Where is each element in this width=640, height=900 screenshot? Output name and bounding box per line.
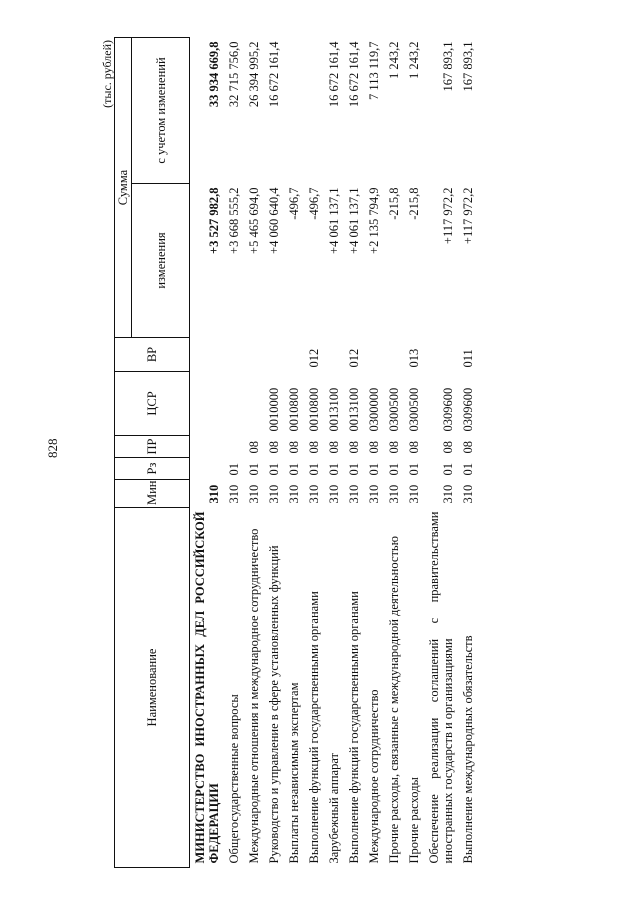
rotated-page-content (98, 38, 604, 868)
row-rz: 01 (307, 463, 321, 476)
row-csr: 0309600 (461, 387, 475, 432)
row-vr (424, 338, 458, 372)
row-csr: 0010800 (307, 387, 321, 432)
row-rz: 01 (247, 463, 261, 476)
table-row (384, 38, 404, 868)
row-change: +4 060 640,4 (267, 187, 281, 254)
row-change: +5 465 694,0 (247, 187, 261, 254)
row-vr (364, 338, 384, 372)
row-vr: 012 (347, 348, 361, 368)
row-total (284, 38, 304, 184)
row-min: 310 (267, 484, 281, 504)
row-rz: 01 (461, 463, 475, 476)
row-name: Международное сотрудничество (367, 689, 381, 864)
table-row (284, 38, 304, 868)
row-name: Руководство и управление в сфере установленных функций (267, 545, 281, 864)
row-rz: 01 (367, 463, 381, 476)
row-pr: 08 (307, 441, 321, 454)
row-change: +3 527 982,8 (207, 187, 221, 254)
row-vr (384, 338, 404, 372)
row-total: 16 672 161,4 (267, 41, 281, 108)
row-vr (190, 338, 225, 372)
row-pr: 08 (367, 441, 381, 454)
row-csr (224, 372, 244, 436)
row-total: 167 893,1 (441, 41, 455, 92)
row-vr (224, 338, 244, 372)
row-change: +2 135 794,9 (367, 187, 381, 254)
row-rz: 01 (347, 463, 361, 476)
row-rz: 01 (327, 463, 341, 476)
row-csr: 0013100 (327, 387, 341, 432)
row-name: Выполнение функций государственными органами (307, 591, 321, 864)
row-total (304, 38, 324, 184)
row-vr: 011 (461, 349, 475, 368)
table-row (244, 38, 264, 868)
row-csr: 0309600 (441, 387, 455, 432)
row-total: 1 243,2 (387, 41, 401, 79)
row-pr: 08 (267, 441, 281, 454)
row-total: 26 394 995,2 (247, 41, 261, 108)
row-csr (244, 372, 264, 436)
row-total: 33 934 669,8 (207, 41, 221, 108)
row-pr (190, 436, 225, 458)
row-min: 310 (407, 484, 421, 504)
row-vr: 013 (407, 348, 421, 368)
row-min: 310 (387, 484, 401, 504)
row-total: 32 715 756,0 (227, 41, 241, 108)
row-vr (284, 338, 304, 372)
units-note: (тыс. рублей) (100, 40, 114, 108)
row-vr (244, 338, 264, 372)
header-rz: Рз (115, 458, 190, 480)
header-with-changes: с учетом изменений (132, 38, 190, 184)
table-row (190, 38, 225, 868)
row-rz: 01 (407, 463, 421, 476)
header-change: изменения (132, 184, 190, 338)
row-change: -215,8 (387, 187, 401, 220)
table-row (404, 38, 424, 868)
row-name: Выплаты независимым экспертам (287, 682, 301, 864)
row-vr: 012 (307, 348, 321, 368)
row-min: 310 (367, 484, 381, 504)
row-pr (224, 436, 244, 458)
row-change: -496,7 (307, 187, 321, 220)
row-change: +117 972,2 (461, 187, 475, 245)
table-row (424, 38, 458, 868)
row-min: 310 (207, 484, 221, 504)
row-rz: 01 (441, 463, 455, 476)
row-min: 310 (327, 484, 341, 504)
table-row (364, 38, 384, 868)
row-csr: 0010000 (267, 387, 281, 432)
page-number: 828 (45, 438, 60, 458)
row-name: МИНИСТЕРСТВО ИНОСТРАННЫХ ДЕЛ РОССИЙСКОЙ ФЕДЕРАЦИИ (193, 511, 221, 864)
table-body (190, 38, 479, 868)
row-csr (190, 372, 225, 436)
row-min: 310 (227, 484, 241, 504)
row-pr: 08 (247, 441, 261, 454)
row-pr: 08 (347, 441, 361, 454)
table-row (324, 38, 344, 868)
table-row (304, 38, 324, 868)
row-total: 16 672 161,4 (347, 41, 361, 108)
row-csr: 0300500 (387, 387, 401, 432)
header-vr: ВР (115, 338, 190, 372)
row-rz: 01 (387, 463, 401, 476)
header-min: Мин (115, 480, 190, 508)
table-row (224, 38, 244, 868)
row-rz: 01 (227, 463, 241, 476)
budget-table (114, 37, 478, 868)
row-rz (190, 458, 225, 480)
row-pr: 08 (287, 441, 301, 454)
row-pr: 08 (327, 441, 341, 454)
row-min: 310 (441, 484, 455, 504)
row-csr: 0300500 (407, 387, 421, 432)
row-change: +4 061 137,1 (347, 187, 361, 254)
row-rz: 01 (267, 463, 281, 476)
row-min: 310 (247, 484, 261, 504)
row-name: Выполнение функций государственными органами (347, 591, 361, 864)
row-csr: 0013100 (347, 387, 361, 432)
row-change: -496,7 (287, 187, 301, 220)
row-min: 310 (461, 484, 475, 504)
row-csr: 0300000 (367, 387, 381, 432)
row-change: +4 061 137,1 (327, 187, 341, 254)
row-name: Общегосударственные вопросы (227, 694, 241, 864)
table-row (264, 38, 284, 868)
table-row (344, 38, 364, 868)
row-name: Международные отношения и международное сотрудничество (247, 528, 261, 864)
row-min: 310 (347, 484, 361, 504)
row-vr (264, 338, 284, 372)
row-min: 310 (307, 484, 321, 504)
header-csr: ЦСР (115, 372, 190, 436)
row-name: Прочие расходы, связанные с международной деятельностью (387, 536, 401, 864)
row-rz: 01 (287, 463, 301, 476)
row-pr: 08 (461, 441, 475, 454)
header-pr: ПР (115, 436, 190, 458)
row-csr: 0010800 (287, 387, 301, 432)
row-total: 7 113 119,7 (367, 41, 381, 100)
row-total: 1 243,2 (407, 41, 421, 79)
row-change: +117 972,2 (441, 187, 455, 245)
row-pr: 08 (407, 441, 421, 454)
row-total: 167 893,1 (461, 41, 475, 92)
row-name: Выполнение международных обязательств (461, 635, 475, 864)
header-sum: Сумма (115, 38, 132, 338)
row-name: Зарубежный аппарат (327, 752, 341, 864)
row-name: Обеспечение реализации соглашений с правительствами иностранных государств и организациями (427, 511, 455, 864)
header-name: Наименование (115, 508, 190, 868)
table-row (458, 38, 478, 868)
row-total: 16 672 161,4 (327, 41, 341, 108)
row-pr: 08 (387, 441, 401, 454)
row-change: -215,8 (407, 187, 421, 220)
row-vr (324, 338, 344, 372)
row-change: +3 668 555,2 (227, 187, 241, 254)
row-name: Прочие расходы (407, 777, 421, 864)
row-min: 310 (287, 484, 301, 504)
row-pr: 08 (441, 441, 455, 454)
